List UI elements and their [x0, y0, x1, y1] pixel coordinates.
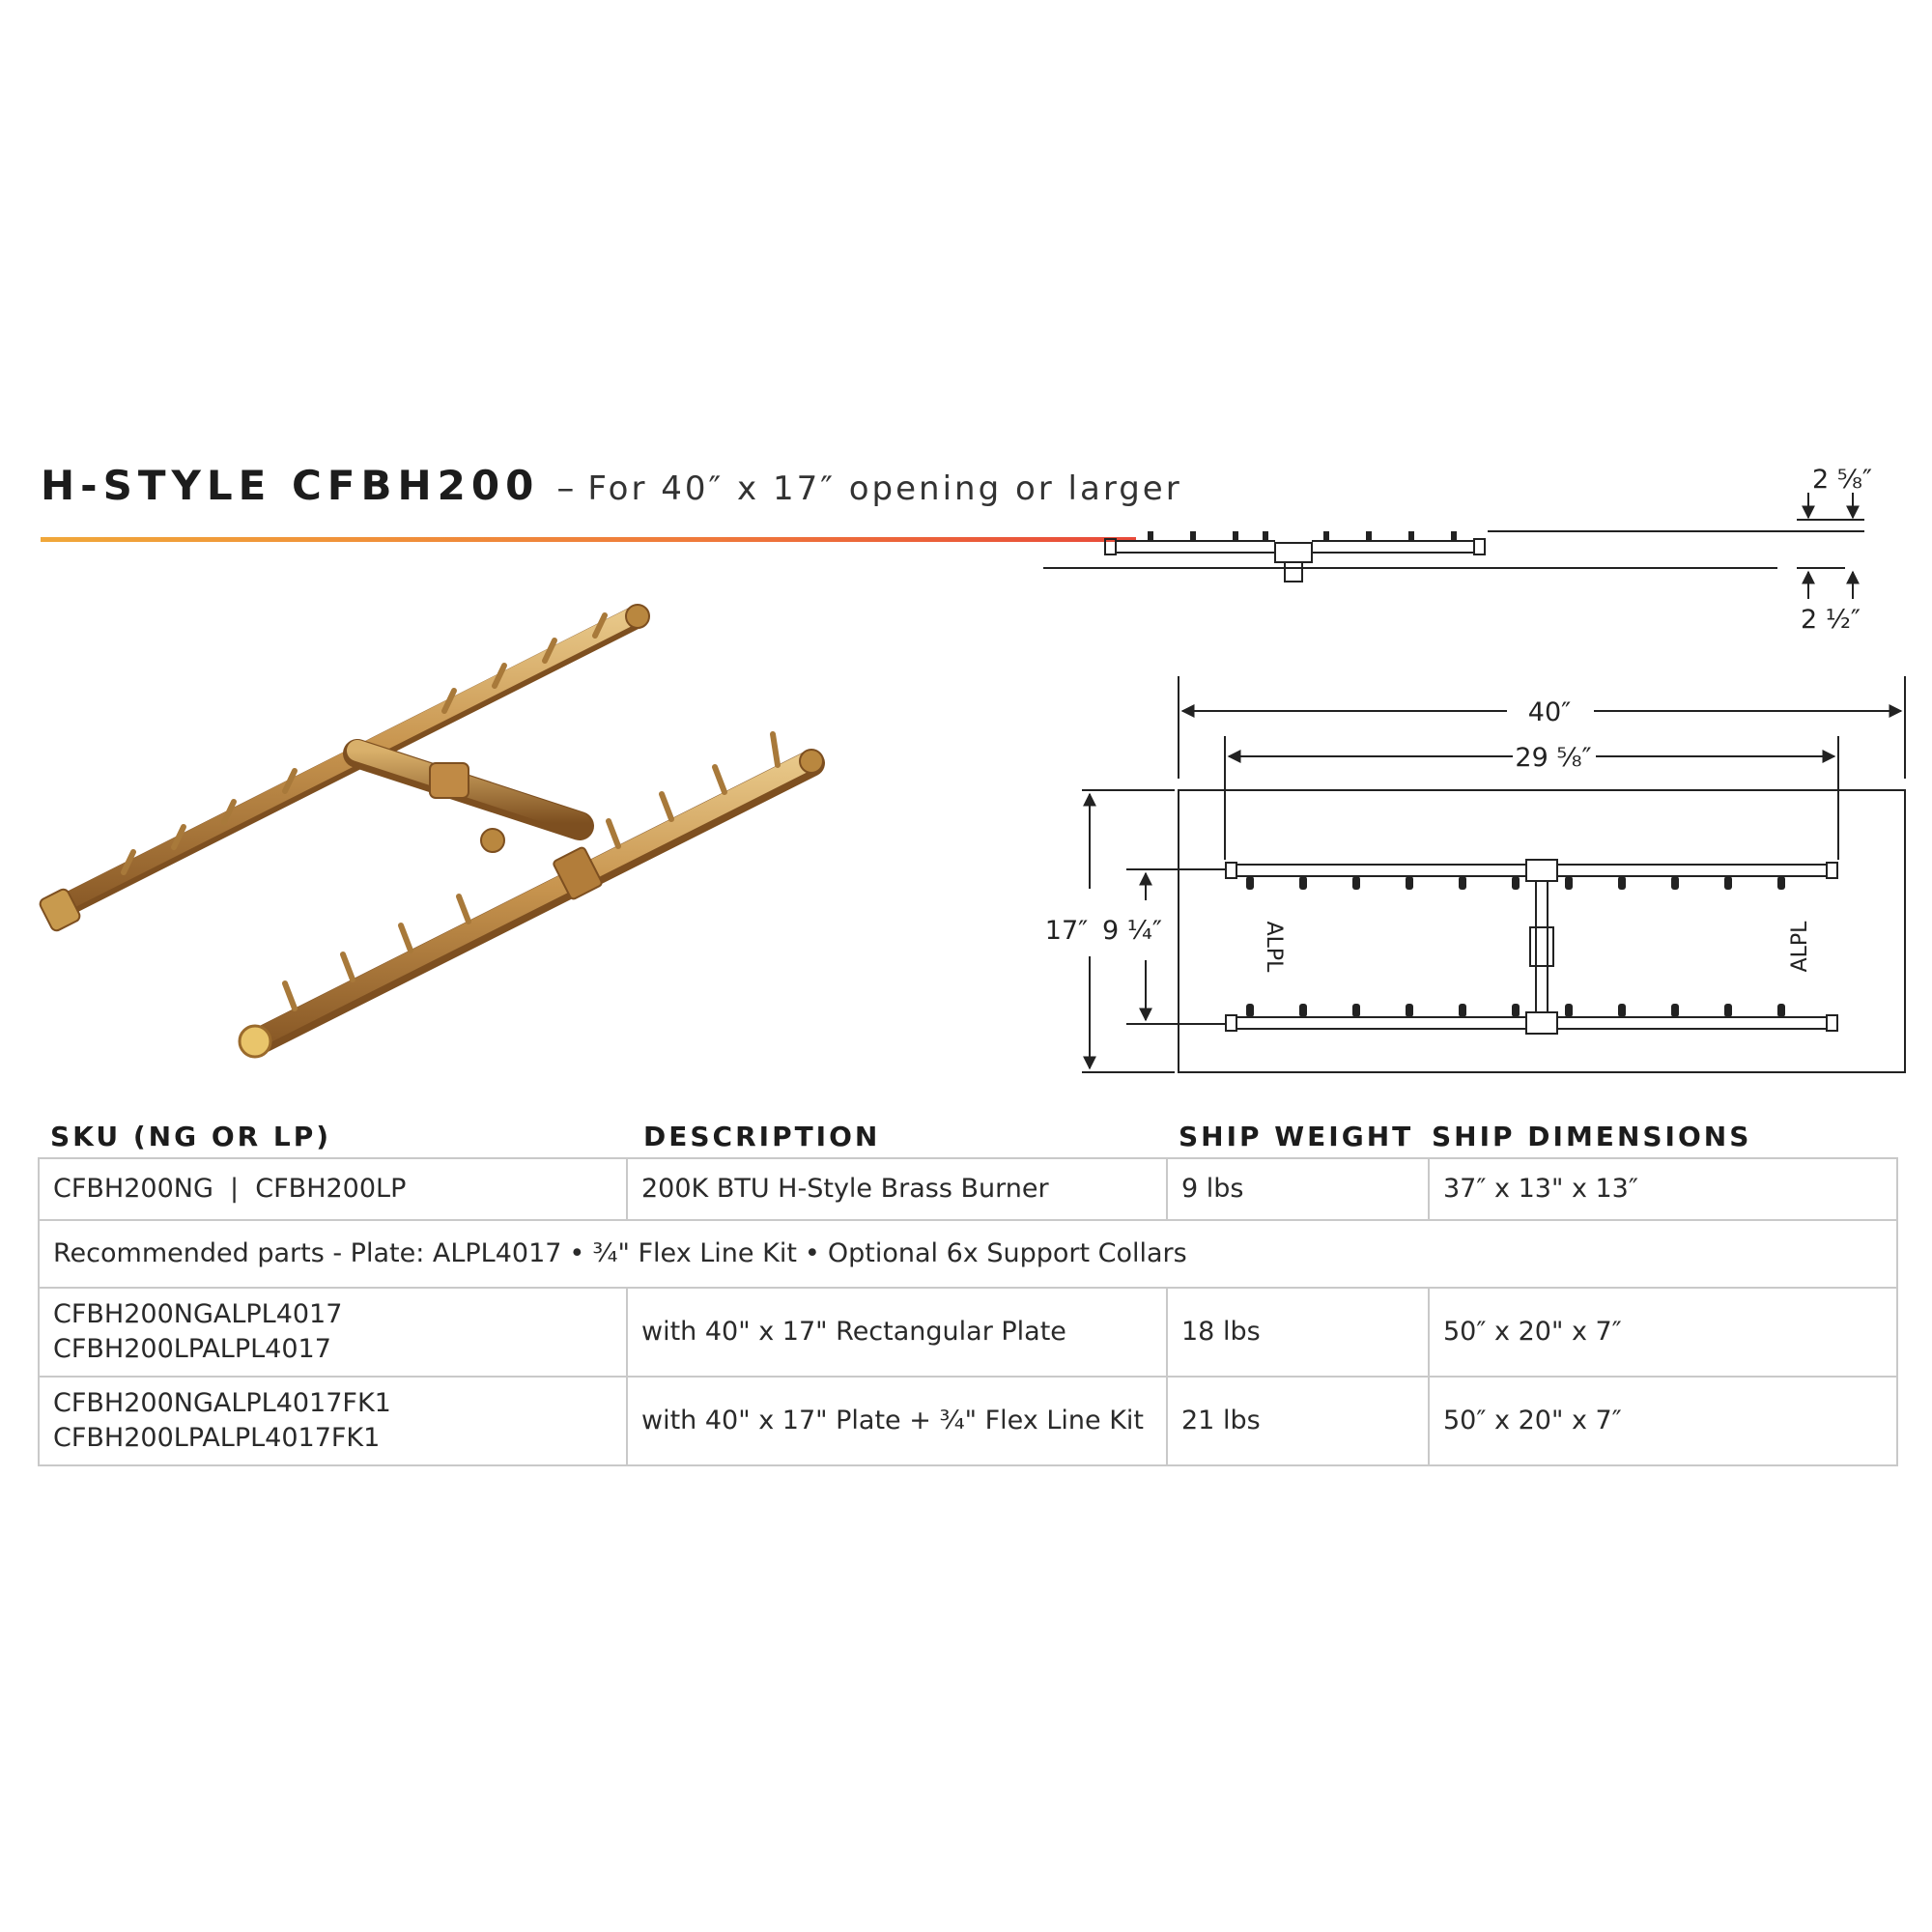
technical-drawings: [1043, 454, 1913, 1092]
cell-description: 200K BTU H-Style Brass Burner: [627, 1158, 1167, 1220]
bullet: •: [569, 1238, 585, 1268]
sku-lp: CFBH200LPALPL4017FK1: [53, 1423, 381, 1453]
product-subtitle: For 40″ x 17″ opening or larger: [587, 469, 1182, 508]
table-row: [39, 1158, 1897, 1220]
table-row: [39, 1377, 1897, 1465]
spec-table: [38, 1157, 1898, 1466]
page-title: [41, 462, 1182, 509]
title-underline: [41, 537, 1136, 542]
cell-weight: 18 lbs: [1167, 1288, 1429, 1377]
sku-ng: CFBH200NGALPL4017: [53, 1299, 343, 1329]
title-dash: –: [556, 469, 575, 508]
cell-weight: 21 lbs: [1167, 1377, 1429, 1465]
header-ship-weight: SHIP WEIGHT: [1179, 1121, 1414, 1152]
dim-overall-depth: 17″: [1044, 916, 1089, 946]
plate-mark-right: ALPL: [1788, 921, 1812, 973]
burner-photo: [39, 599, 850, 1063]
header-ship-dimensions: SHIP DIMENSIONS: [1432, 1121, 1752, 1152]
header-sku: SKU (NG OR LP): [50, 1121, 332, 1152]
product-title: H-STYLE CFBH200: [41, 462, 540, 509]
recommended-collars: Optional 6x Support Collars: [827, 1238, 1187, 1268]
dim-side-bottom: 2 ½″: [1800, 605, 1861, 635]
cell-dimensions: 37″ x 13" x 13″: [1429, 1158, 1897, 1220]
dim-burner-depth: 9 ¼″: [1101, 916, 1163, 946]
dim-overall-width: 40″: [1527, 697, 1572, 727]
sku-lp: CFBH200LPALPL4017: [53, 1334, 331, 1364]
cell-dimensions: 50″ x 20" x 7″: [1429, 1288, 1897, 1377]
recommended-plate: Recommended parts - Plate: ALPL4017: [53, 1238, 562, 1268]
cell-description: with 40" x 17" Rectangular Plate: [627, 1288, 1167, 1377]
dim-side-top: 2 ⅝″: [1811, 465, 1873, 495]
plate-mark-left: ALPL: [1262, 921, 1286, 973]
cell-description: with 40" x 17" Plate + ¾" Flex Line Kit: [627, 1377, 1167, 1465]
header-description: DESCRIPTION: [643, 1121, 881, 1152]
cell-sku: [39, 1288, 627, 1377]
cell-weight: 9 lbs: [1167, 1158, 1429, 1220]
sku-ng: CFBH200NGALPL4017FK1: [53, 1388, 391, 1418]
dim-burner-width: 29 ⅝″: [1515, 743, 1592, 773]
cell-dimensions: 50″ x 20" x 7″: [1429, 1377, 1897, 1465]
cell-sku: CFBH200NG | CFBH200LP: [39, 1158, 627, 1220]
table-row: [39, 1288, 1897, 1377]
bullet: •: [804, 1238, 820, 1268]
recommended-row: [39, 1220, 1897, 1288]
cell-sku: [39, 1377, 627, 1465]
recommended-flex-kit: ¾" Flex Line Kit: [592, 1238, 797, 1268]
recommended-parts: [39, 1220, 1897, 1288]
